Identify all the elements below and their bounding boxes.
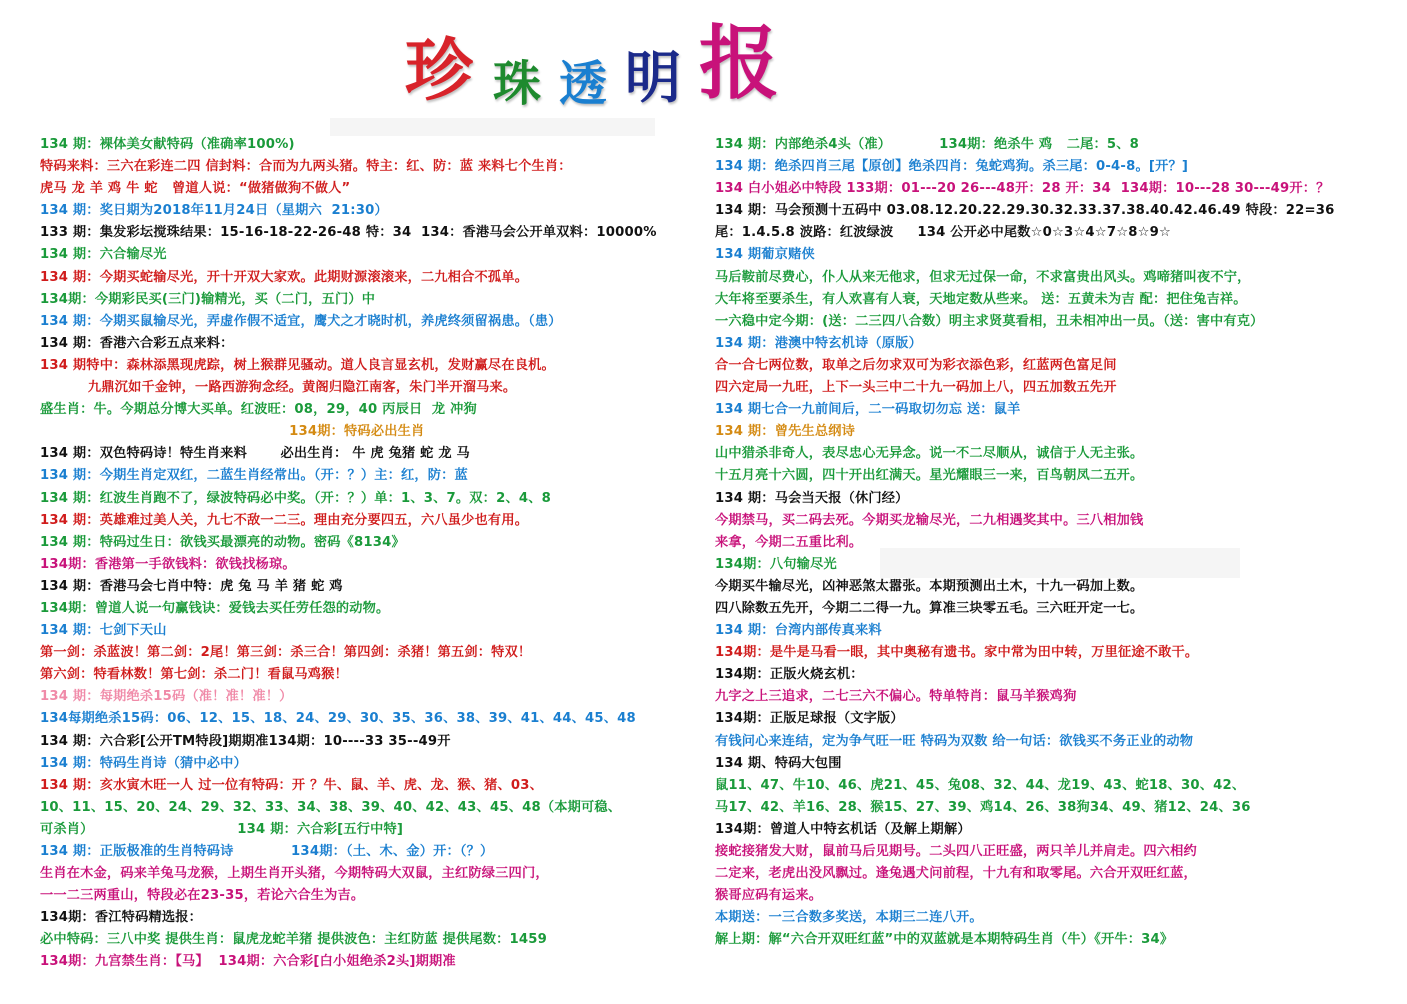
- text-line: 134 期：今期生肖定双红，二蓝生肖经常出。（开：？）主：红，防：蓝: [40, 468, 468, 484]
- text-line: 134每期绝杀15码：06、12、15、18、24、29、30、35、36、38、39、41、44、45、48: [40, 711, 636, 727]
- text-line: 一六稳中定今期：(送：二三四八合数）明主求贤莫看相，丑未相冲出一员。（送：害中有克）: [715, 313, 1264, 329]
- text-line: 鼠11、47、牛10、46、虎21、45、兔08、32、44、龙19、43、蛇18、30、42、: [715, 777, 1246, 793]
- text-line: 134 期：台湾内部传真来料: [715, 623, 882, 639]
- text-line: 十五月亮十六圆，四十开出红满天。星光耀眼三一来，百鸟朝凤二五开。: [715, 468, 1144, 484]
- title-char-3: 透: [559, 56, 608, 112]
- text-line: 134 期：绝杀四肖三尾【原创】绝杀四肖：兔蛇鸡狗。杀三尾：0-4-8。[开？]: [715, 159, 1189, 175]
- text-line: 第一剑：杀蓝波！第二剑：2尾！第三剑：杀三合！第四剑：杀猪！第五剑：特双！: [40, 645, 532, 661]
- text-line: 134期：八句输尽光: [715, 556, 837, 572]
- text-line: 134期：特码必出生肖: [40, 424, 425, 440]
- text-line: 134 期：今期买蛇输尽光，开十开双大家欢。此期财源滚滚来，二九相合不孤单。: [40, 269, 529, 285]
- title-char-2: 珠: [493, 56, 542, 112]
- text-line: 10、11、15、20、24、29、32、33、34、38、39、40、42、43、45、48（本期可稳、: [40, 799, 622, 815]
- right-column: [715, 134, 1395, 951]
- text-line: 134 期：正版极准的生肖特码诗 134期：（土、木、金）开：（？）: [40, 844, 494, 859]
- text-line: 特码来料：三六在彩连二四 信封料：合而为九两头猪。特主：红、防：蓝 来料七个生肖：: [40, 159, 572, 175]
- text-line: 134期：是牛是马看一眼，其中奥秘有遗书。家中常为田中转，万里征途不敢干。: [715, 645, 1199, 661]
- text-line: 134 白小姐必中特段 133期：01---20 26---48开：28 开：34 134期：10---28 30---49开：？: [715, 181, 1330, 197]
- text-line: 134 期：裸体美女献特码（准确率100%): [40, 137, 295, 152]
- text-line: 九字之上三追求，二七三六不偏心。特单特肖：鼠马羊猴鸡狗: [715, 689, 1077, 705]
- text-line: 134 期：曾先生总纲诗: [715, 424, 856, 440]
- text-line: 合一合七两位数，取单之后勿求双可为彩衣添色彩，红蓝两色富足间: [715, 357, 1117, 373]
- text-line: 134 期：奖日期为2018年11月24日（星期六 21:30）: [40, 203, 388, 219]
- text-line: 134期：曾道人说一句赢钱诀：爱钱去买任劳任怨的动物。: [40, 600, 390, 616]
- text-line: 134 期葡京赌侠: [715, 247, 815, 263]
- text-line: 有钱问心来连结，定为争气旺一旺 特码为双数 给一句话：欲钱买不务正业的动物: [715, 733, 1194, 749]
- text-line: 134 期：英雄难过美人关，九七不敌一二三。理由充分要四五，六八虽少也有用。: [40, 512, 529, 528]
- text-line: 134 期：六合输尽光: [40, 247, 167, 263]
- text-line: 134 期：每期绝杀15码（准！准！准！）: [40, 689, 293, 705]
- text-line: 134期：九宫禁生肖：【马】 134期：六合彩[白小姐绝杀2头]期期准: [40, 954, 456, 970]
- text-line: 解上期：解“六合开双旺红蓝”中的双蓝就是本期特码生肖（牛）《开牛：34》: [715, 932, 1174, 948]
- text-line: 133 期：集发彩坛搅珠结果：15-16-18-22-26-48 特：34 134：香港马会公开单双料：10000%: [40, 225, 657, 241]
- text-line: 今期买牛输尽光，凶神恶煞太嚣张。本期预测出土木，十九一码加上数。: [715, 578, 1144, 594]
- text-line: 134期：香江特码精选报：: [40, 910, 203, 926]
- text-line: 九鼎沉如千金钟，一路西游狗念经。黄阁归隐江南客，朱门半开溜马来。: [40, 380, 517, 396]
- text-line: 第六剑：特看林数！第七剑：杀二门！看鼠马鸡猴！: [40, 667, 348, 683]
- text-line: 134 期七合一九前间后，二一码取切勿忘 送：鼠羊: [715, 402, 1021, 418]
- text-line: 马后鞍前尽费心，仆人从来无他求，但求无过保一命，不求富贵出风头。鸡啼猪叫夜不宁，: [715, 269, 1251, 285]
- text-line: 盛生肖：牛。今期总分博大买单。红波旺：08，29，40 丙辰日 龙 冲狗: [40, 402, 477, 418]
- text-line: 134期：香港第一手欲钱料：欲钱找杨琼。: [40, 556, 296, 572]
- text-line: 134 期：六合彩[公开TM特段]期期准134期：10----33 35--49开: [40, 733, 451, 749]
- text-line: 山中猎杀非奇人，表尽忠心无异念。说一不二尽顺从，诚信于人无主张。: [715, 446, 1144, 462]
- text-line: 134 期：马会预测十五码中 03.08.12.20.22.29.30.32.33.37.38.40.42.46.49 特段：22=36: [715, 203, 1335, 219]
- text-line: 134 期：红波生肖跑不了，绿波特码必中奖。（开：？）单：1、3、7。双：2、4、8: [40, 490, 551, 506]
- text-line: 134 期、特码大包围: [715, 755, 842, 771]
- text-line: 本期送：一三合数多奖送，本期三二连八开。: [715, 910, 983, 926]
- text-line: 134 期：双色特码诗！特生肖来料 必出生肖： 牛 虎 兔猪 蛇 龙 马: [40, 446, 470, 462]
- text-line: 134 期：特码生肖诗（猜中必中）: [40, 755, 247, 771]
- text-line: 今期禁马，买二码去死。今期买龙输尽光，二九相遇奖其中。三八相加钱: [715, 512, 1144, 528]
- text-line: 134期：正版火烧玄机：: [715, 667, 864, 683]
- text-line: 马17、42、羊16、28、猴15、27、39、鸡14、26、38狗34、49、猪12、24、36: [715, 799, 1251, 815]
- text-line: 大年将至要杀生，有人欢喜有人衰，天地定数从些来。 送：五黄未为吉 配：把住兔吉祥。: [715, 291, 1247, 307]
- text-line: 尾：1.4.5.8 波路：红波绿波 134 公开必中尾数☆0☆3☆4☆7☆8☆9☆: [715, 225, 1172, 241]
- text-line: 134 期：香港马会七肖中特：虎 兔 马 羊 猪 蛇 鸡: [40, 578, 343, 594]
- text-line: 可杀肖） 134 期：六合彩[五行中特]: [40, 821, 404, 837]
- text-line: 来拿，今期二五重比利。: [715, 534, 863, 550]
- text-line: 134 期：马会当天报（休门经）: [715, 490, 909, 506]
- text-line: 134 期：七剑下天山: [40, 623, 167, 639]
- text-line: 134 期：内部绝杀4头（准） 134期：绝杀牛 鸡 二尾：5、8: [715, 137, 1139, 152]
- text-line: 134 期：港澳中特玄机诗（原版）: [715, 335, 922, 351]
- text-line: 134期：今期彩民买(三门)输精光，买（二门，五门）中: [40, 291, 376, 307]
- text-line: 一一二三两重山，特段必在23-35，若论六合生为吉。: [40, 888, 365, 904]
- text-line: 134 期：今期买鼠输尽光，弄虚作假不适宜，鹰犬之才晓时机，养虎终须留祸患。（患）: [40, 313, 562, 329]
- text-line: 四八除数五先开，今期二二得一九。算准三块零五毛。三六旺开定一七。: [715, 600, 1144, 616]
- text-line: 二定来，老虎出没风飘过。逢兔遇犬问前程，十九有和取零尾。六合开双旺红蓝，: [715, 866, 1197, 882]
- title-char-4: 明: [625, 45, 682, 111]
- text-line: 虎马 龙 羊 鸡 牛 蛇 曾道人说：“做猪做狗不做人”: [40, 181, 351, 197]
- left-column: [40, 134, 700, 974]
- title-char-1: 珍: [405, 31, 474, 111]
- text-line: 134期：曾道人中特玄机话（及解上期解）: [715, 821, 971, 837]
- text-line: 134 期：亥水寅木旺一人 过一位有特码：开 ？牛、鼠、羊、虎、龙、猴、猪、03、: [40, 777, 544, 793]
- text-line: 四六定局一九旺，上下一头三中二十九一码加上八，四五加数五先开: [715, 380, 1117, 396]
- text-line: 生肖在木金，码来羊兔马龙猴，上期生肖开头猪，今期特码大双鼠，主红防绿三四门，: [40, 866, 549, 882]
- title-char-5: 报: [699, 16, 780, 110]
- text-line: 猴哥应码有运来。: [715, 888, 823, 904]
- text-line: 134 期：香港六合彩五点来料：: [40, 335, 234, 351]
- text-line: 134 期：特码过生日：欲钱买最漂亮的动物。密码《8134》: [40, 534, 405, 550]
- text-line: 必中特码：三八中奖 提供生肖：鼠虎龙蛇羊猪 提供波色：主红防蓝 提供尾数：1459: [40, 932, 548, 948]
- text-line: 134 期特中：森林添黑现虎踪，树上猴群见骚动。道人良言显玄机，发财赢尽在良机。: [40, 357, 555, 373]
- text-line: 接蛇接猪发大财，鼠前马后见期号。二头四八正旺盛，两只羊儿并肩走。四六相约: [715, 844, 1197, 859]
- newspaper-title: [405, 16, 780, 114]
- text-line: 134期：正版足球报（文字版）: [715, 711, 904, 727]
